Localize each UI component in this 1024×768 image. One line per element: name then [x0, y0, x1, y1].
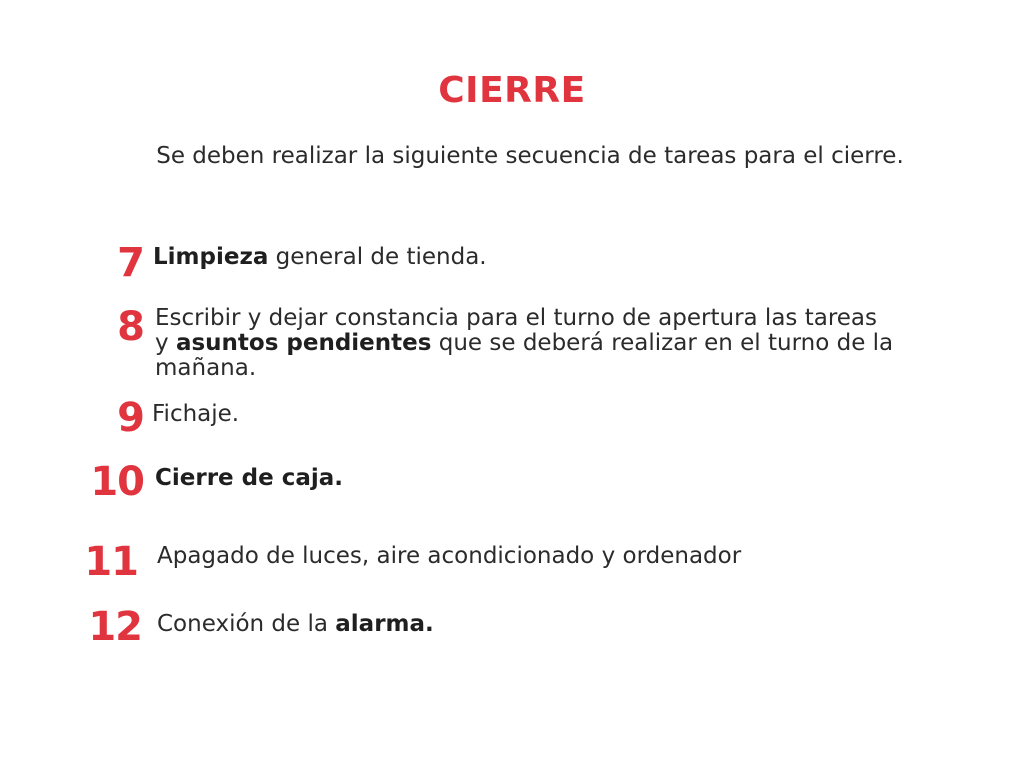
task-text-8	[155, 306, 895, 381]
task-number-7: 7	[117, 240, 144, 286]
task-text-9	[152, 402, 892, 427]
task-text-plain: Fichaje.	[152, 401, 240, 427]
task-text-bold: asuntos pendientes	[175, 330, 432, 356]
task-number-10: 10	[90, 459, 144, 505]
task-text-bold: alarma.	[335, 611, 434, 637]
task-text-plain: que se deberá realizar en el turno de la mañana.	[155, 330, 894, 381]
task-text-plain: Conexión de la	[157, 611, 336, 637]
task-text-12	[157, 612, 897, 637]
task-text-bold: Cierre de caja.	[155, 465, 344, 491]
task-text-11	[157, 544, 897, 569]
task-number-12: 12	[88, 604, 142, 650]
intro-text: Se deben realizar la siguiente secuencia de tareas para el cierre.	[156, 143, 904, 169]
task-text-10	[155, 466, 895, 491]
task-text-plain: Apagado de luces, aire acondicionado y ordenador	[157, 543, 742, 569]
task-number-8: 8	[117, 304, 144, 350]
task-text-plain: Escribir y dejar constancia para el turno de apertura las tareas y	[155, 305, 877, 356]
task-number-11: 11	[84, 539, 138, 585]
task-number-9: 9	[117, 395, 144, 441]
page-title: CIERRE	[438, 70, 586, 111]
task-text-bold: Limpieza	[153, 244, 269, 270]
task-text-7	[153, 245, 893, 270]
task-text-plain: general de tienda.	[268, 244, 487, 270]
